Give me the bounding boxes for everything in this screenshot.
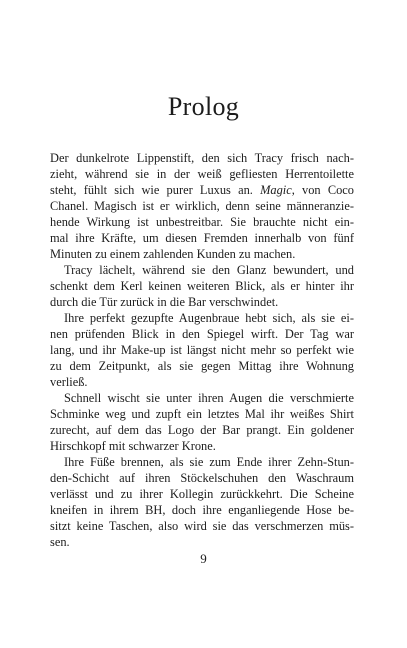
text-segment: sen. — [50, 535, 70, 549]
text-segment: zurecht, auf dem das Logo der Bar prangt. Ein goldener — [50, 423, 354, 437]
text-segment: zieht, während sie in der weiß gefliesten Herrentoilette — [50, 167, 354, 181]
text-line — [50, 310, 354, 326]
text-line — [50, 182, 354, 198]
text-line — [50, 454, 354, 470]
text-segment: , von Coco — [291, 183, 354, 197]
text-segment: steht, fühlt sich wie purer Luxus an. — [50, 183, 261, 197]
paragraph — [50, 310, 354, 390]
page-number: 9 — [200, 551, 207, 566]
text-segment: Schminke weg und zupft ein letztes Mal ihr weißes Shirt — [50, 407, 354, 421]
text-segment: verlässt und zu ihrer Kollegin zurückkehrt. Die Scheine — [50, 487, 354, 501]
paragraph — [50, 150, 354, 262]
text-segment: Der dunkelrote Lippenstift, den sich Tracy frisch nach- — [50, 151, 354, 165]
body-text — [50, 150, 354, 550]
text-segment: Hirschkopf mit schwarzer Krone. — [50, 439, 216, 453]
text-segment: Minuten zu einem zahlenden Kunden zu machen. — [50, 247, 296, 261]
text-line — [50, 438, 354, 454]
paragraph — [50, 454, 354, 550]
text-line — [50, 534, 354, 550]
italic-title: Magic — [260, 183, 292, 197]
text-line — [50, 294, 354, 310]
text-segment: hende Wirkung ist unbestreitbar. Sie brauchte nicht ein- — [50, 215, 354, 229]
text-segment: kneifen in ihrem BH, doch ihre enganliegende Hose be- — [50, 503, 354, 517]
text-segment: schenkt dem Kerl keinen weiteren Blick, als er hinter ihr — [50, 279, 354, 293]
text-line — [50, 374, 354, 390]
text-segment: verließ. — [50, 375, 88, 389]
text-segment: sitzt keine Taschen, also wird sie das verschmerzen müs- — [50, 519, 354, 533]
text-segment: durch die Tür zurück in die Bar verschwindet. — [50, 295, 279, 309]
text-line — [50, 486, 354, 502]
chapter-title: Prolog — [167, 92, 240, 121]
text-line — [50, 422, 354, 438]
text-line — [50, 150, 354, 166]
text-line — [50, 502, 354, 518]
text-segment: Chanel. Magisch ist er wirklich, denn seine männeranzie- — [50, 199, 354, 213]
text-segment: Schnell wischt sie unter ihren Augen die verschmierte — [64, 391, 354, 405]
text-line — [50, 278, 354, 294]
text-segment: lang, und ihr Make-up ist längst nicht mehr so perfekt wie — [50, 343, 354, 357]
text-segment: zu dem Zeitpunkt, als sie gegen Mittag ihre Wohnung — [50, 359, 354, 373]
text-line — [50, 470, 354, 486]
text-segment: Tracy lächelt, während sie den Glanz bewundert, und — [64, 263, 354, 277]
text-line — [50, 262, 354, 278]
paragraph — [50, 390, 354, 454]
text-segment: Ihre perfekt gezupfte Augenbraue hebt sich, als sie ei- — [64, 311, 354, 325]
text-segment: mal ihre Kräfte, um diesen Fremden innerhalb von fünf — [50, 231, 354, 245]
text-line — [50, 342, 354, 358]
text-segment: den-Schicht auf ihren Stöckelschuhen den Waschraum — [50, 471, 354, 485]
paragraph — [50, 262, 354, 310]
text-segment: Ihre Füße brennen, als sie zum Ende ihrer Zehn-Stun- — [64, 455, 354, 469]
text-line — [50, 198, 354, 214]
text-segment: nen prüfenden Blick in den Spiegel wirft. Der Tag war — [50, 327, 354, 341]
text-line — [50, 406, 354, 422]
text-line — [50, 246, 354, 262]
text-line — [50, 358, 354, 374]
text-line — [50, 390, 354, 406]
text-line — [50, 518, 354, 534]
text-line — [50, 214, 354, 230]
text-line — [50, 326, 354, 342]
text-line — [50, 230, 354, 246]
text-line — [50, 166, 354, 182]
